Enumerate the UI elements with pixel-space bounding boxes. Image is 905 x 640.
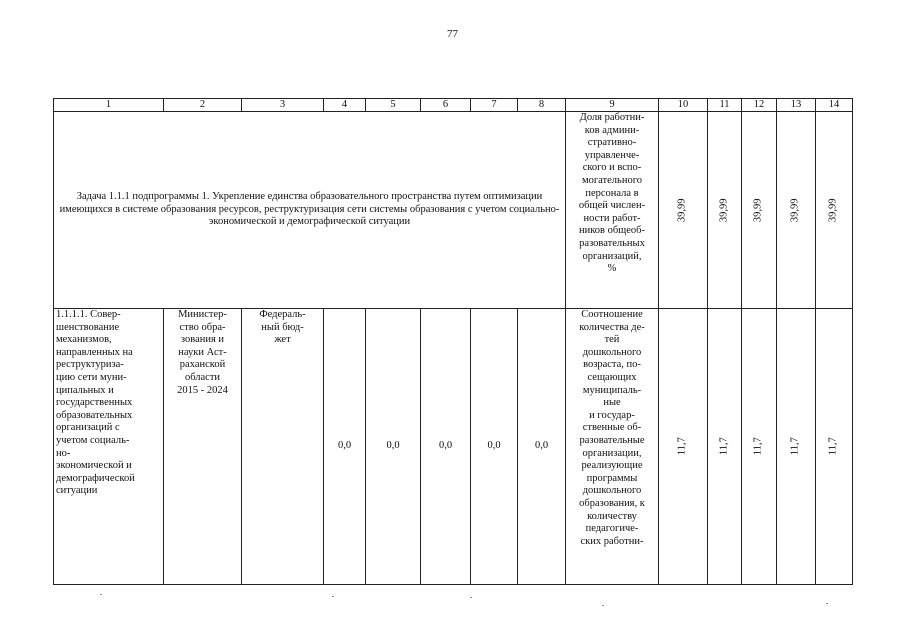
column-number: 5 — [366, 99, 421, 112]
funding-amount: 0,0 — [324, 309, 366, 585]
cell-text-line: разовательные — [579, 434, 645, 446]
cell-text-line: и государ- — [589, 409, 635, 421]
program-table — [53, 98, 853, 585]
scan-speck — [826, 603, 828, 604]
cell-text-line: могательного — [581, 174, 643, 186]
scan-speck — [332, 596, 334, 597]
cell-text-line: области — [184, 371, 221, 383]
cell-text-line: экономической и — [56, 460, 132, 472]
cell-text-line: зования и — [180, 334, 225, 346]
column-number: 11 — [708, 99, 742, 112]
cell-text-line: Доля работни- — [579, 112, 645, 123]
cell-text-line: науки Аст- — [178, 346, 227, 358]
cell-text-line: ности работ- — [583, 212, 641, 224]
cell-text-line: цию сети муни- — [56, 371, 127, 383]
activity-value: 11,7 — [676, 437, 688, 456]
cell-text-line: образования, к — [579, 497, 645, 509]
cell-text-line: направленных на — [56, 346, 133, 358]
cell-text-line: % — [607, 263, 617, 275]
cell-text-line: ситуации — [56, 485, 98, 497]
cell-text-line: демографической — [56, 472, 135, 484]
task-value: 39,99 — [718, 198, 730, 222]
cell-text-line: ципальных и — [56, 384, 114, 396]
cell-text-line: организации, — [582, 447, 642, 459]
cell-text-line: Соотношение — [581, 309, 643, 320]
cell-text-line: программы — [586, 472, 638, 484]
cell-text-line: дошкольного — [582, 485, 642, 497]
column-number: 4 — [324, 99, 366, 112]
cell-text-line: механизмов, — [56, 334, 112, 346]
activity-name — [54, 309, 164, 585]
cell-text-line: возраста, по- — [583, 359, 641, 371]
funding-amount: 0,0 — [518, 309, 566, 585]
scan-speck — [470, 597, 472, 598]
activity-value: 11,7 — [718, 437, 730, 456]
cell-text-line: раханской — [179, 359, 226, 371]
cell-text-line: количеству — [587, 510, 637, 522]
column-number: 14 — [816, 99, 853, 112]
page-number: 77 — [447, 28, 458, 40]
activity-value: 11,7 — [789, 437, 801, 456]
task-value: 39,99 — [676, 198, 688, 222]
column-number: 13 — [777, 99, 816, 112]
cell-text-line: ского и вспо- — [582, 162, 642, 174]
cell-text-line: 1.1.1.1. Совер- — [56, 309, 121, 320]
column-number: 7 — [471, 99, 518, 112]
column-number: 6 — [421, 99, 471, 112]
cell-text-line: ство обра- — [179, 321, 226, 333]
cell-text-line: дошкольного — [582, 346, 642, 358]
column-number: 3 — [242, 99, 324, 112]
task-value: 39,99 — [789, 198, 801, 222]
cell-text-line: жет — [274, 334, 291, 346]
cell-text-line: учетом социаль- — [56, 434, 130, 446]
funding-source — [242, 309, 324, 585]
cell-text-line: Федераль- — [259, 309, 306, 320]
cell-text-line: образовательных — [56, 409, 133, 421]
column-number: 1 — [54, 99, 164, 112]
cell-text-line: организаций с — [56, 422, 120, 434]
cell-text-line: ственные об- — [582, 422, 642, 434]
column-number: 12 — [742, 99, 777, 112]
cell-text-line: ских работни- — [580, 535, 644, 547]
cell-text-line: шенствование — [56, 321, 120, 333]
cell-text-line: тей — [604, 334, 620, 346]
cell-text-line: разовательных — [579, 237, 645, 249]
cell-text-line: ков админи- — [584, 124, 640, 136]
cell-text-line: количества де- — [579, 321, 645, 333]
cell-text-line: организаций, — [582, 250, 642, 262]
task-value: 39,99 — [752, 198, 764, 222]
cell-text-line: Министер- — [178, 309, 227, 320]
cell-text-line: сещающих — [587, 371, 637, 383]
cell-text-line: общей числен- — [578, 200, 646, 212]
column-number: 10 — [659, 99, 708, 112]
activity-value: 11,7 — [827, 437, 839, 456]
task-description: Задача 1.1.1 подпрограммы 1. Укрепление единства образовательного пространства путем оптимизации имеющихся в системе образования ресурсов, реструктуризация сети системы образования с учетом социально-экономической и демографической ситуации — [54, 112, 566, 309]
cell-text-line: ные — [603, 397, 621, 409]
column-number: 9 — [566, 99, 659, 112]
activity-row — [54, 309, 853, 585]
column-number: 2 — [164, 99, 242, 112]
cell-text-line: ный бюд- — [261, 321, 304, 333]
cell-text-line: но- — [56, 447, 71, 459]
cell-text-line: реализующие — [581, 460, 643, 472]
activity-value: 11,7 — [752, 437, 764, 456]
funding-amount: 0,0 — [366, 309, 421, 585]
column-number: 8 — [518, 99, 566, 112]
cell-text-line: 2015 - 2024 — [177, 384, 228, 396]
activity-executor — [164, 309, 242, 585]
funding-amount: 0,0 — [471, 309, 518, 585]
cell-text-line: педагогиче- — [585, 523, 639, 535]
task-indicator — [566, 112, 659, 309]
scan-speck — [602, 605, 604, 606]
cell-text-line: ников общеоб- — [578, 225, 646, 237]
cell-text-line: управленче- — [584, 149, 640, 161]
task-value: 39,99 — [827, 198, 839, 222]
cell-text-line: стративно- — [587, 137, 637, 149]
cell-text-line: муниципаль- — [582, 384, 642, 396]
cell-text-line: персонала в — [585, 187, 639, 199]
cell-text-line: реструктуриза- — [56, 359, 124, 371]
activity-indicator — [566, 309, 659, 585]
funding-amount: 0,0 — [421, 309, 471, 585]
scan-speck — [100, 594, 102, 595]
task-row — [54, 112, 853, 309]
cell-text-line: государственных — [56, 397, 133, 409]
column-number-row — [54, 99, 853, 112]
